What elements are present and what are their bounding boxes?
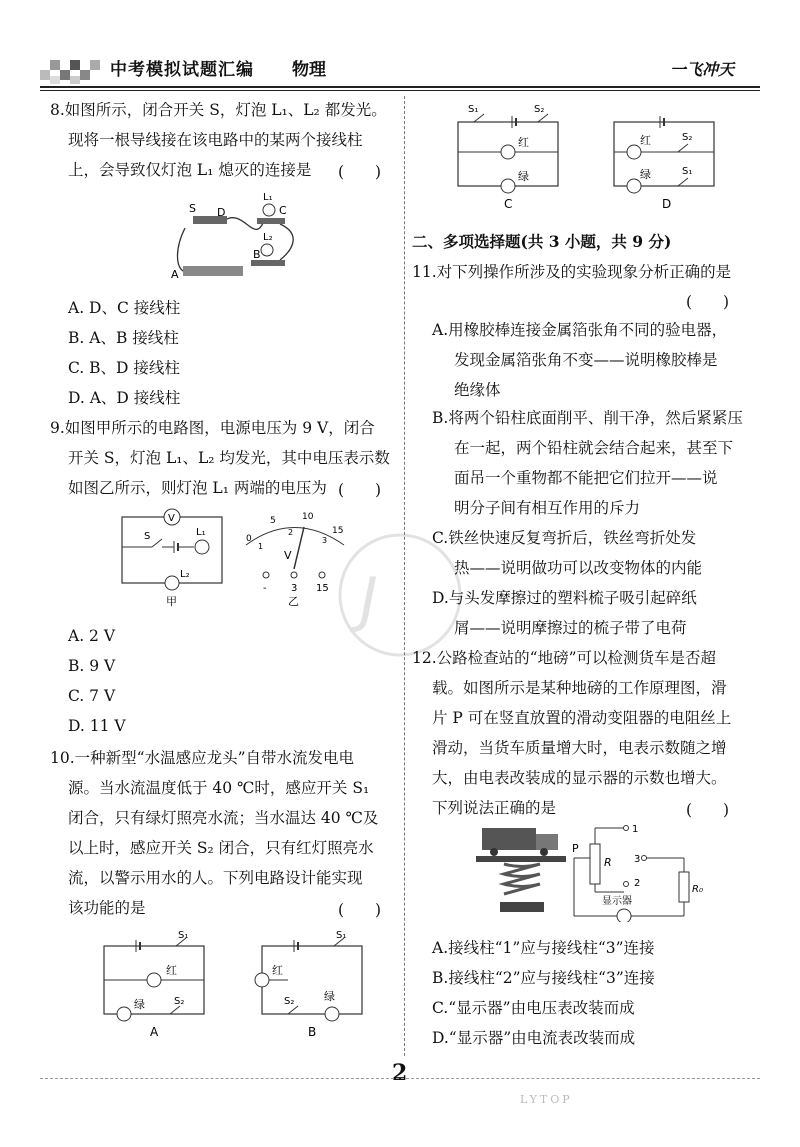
q11-answer-paren: ( ) [686, 293, 730, 311]
svg-text:S₁: S₁ [336, 930, 347, 941]
q9-figure-jia [112, 505, 232, 615]
q8-line-3: 上，会导致仅灯泡 L₁ 熄灭的连接是 [68, 161, 312, 179]
q8-option-a: A. D、C 接线柱 [68, 299, 181, 317]
q10-circuit-d [604, 98, 734, 210]
svg-text:绿: 绿 [324, 990, 335, 1003]
q11-b-4: 明分子间有相互作用的斥力 [454, 499, 641, 517]
svg-text:5: 5 [270, 516, 276, 526]
q10-circuit-a [90, 928, 220, 1038]
svg-text:S₂: S₂ [284, 996, 295, 1007]
q10-answer-paren: ( ) [338, 901, 382, 919]
q8-answer-paren: ( ) [338, 163, 382, 181]
q10-circuit-a-label: A [150, 1025, 159, 1038]
q12-line-1: 12.公路检查站的“地磅”可以检测货车是否超 [412, 649, 716, 667]
q8-label-c: C [279, 204, 287, 217]
q11-d-2: 屑——说明摩擦过的梳子带了电荷 [454, 619, 687, 637]
q12-answer-paren: ( ) [686, 801, 730, 819]
svg-text:1: 1 [632, 824, 639, 835]
svg-text:S₂: S₂ [682, 132, 693, 143]
svg-text:红: 红 [166, 964, 177, 977]
q9-meter-needle [294, 527, 304, 569]
q8-label-b: B [253, 248, 261, 261]
q11-b-3: 面吊一个重物都不能把它们拉开——说 [454, 469, 718, 487]
q10-circuit-b-label: B [308, 1025, 317, 1038]
q9-jia-v: V [168, 513, 175, 524]
q9-jia-l2: L₂ [180, 569, 190, 580]
footer-rule [40, 1078, 760, 1079]
q8-label-l2: L₂ [263, 232, 273, 243]
q12-option-c: C.“显示器”由电压表改装而成 [432, 999, 635, 1017]
q8-label-d: D [217, 206, 226, 219]
svg-text:J: J [360, 565, 378, 635]
q10-line-3: 闭合，只有绿灯照亮水流；当水温达 40 ℃及 [68, 809, 379, 827]
svg-text:3: 3 [634, 854, 641, 865]
q9-jia-caption: 甲 [166, 595, 177, 608]
q10-line-5: 流，以警示用水的人。下列电路设计能实现 [68, 869, 363, 887]
svg-text:红: 红 [518, 136, 529, 149]
q8-label-a: A [171, 268, 179, 281]
q11-a-2: 发现金属箔张角不变——说明橡胶棒是 [454, 351, 718, 369]
q9-figure-yi [236, 505, 356, 615]
footer-watermark: LYTOP [520, 1093, 573, 1106]
q9-option-b: B. 9 V [68, 657, 116, 675]
svg-text:S₁: S₁ [682, 166, 693, 177]
q10-line-1: 10.一种新型“水温感应龙头”自带水流发电电 [50, 749, 354, 767]
q8-circuit-figure [165, 188, 305, 284]
svg-text:绿: 绿 [640, 168, 651, 181]
q12-weighbridge-figure [474, 822, 704, 922]
svg-text:绿: 绿 [518, 170, 529, 183]
q12-option-d: D.“显示器”由电流表改装而成 [432, 1029, 636, 1047]
q9-jia-l1: L₁ [196, 527, 206, 538]
q12-line-3: 片 P 可在竖直放置的滑动变阻器的电阻丝上 [432, 709, 732, 727]
svg-text:R₀: R₀ [692, 884, 703, 895]
q12-option-a: A.接线柱“1”应与接线柱“3”连接 [432, 939, 655, 957]
q12-option-b: B.接线柱“2”应与接线柱“3”连接 [432, 969, 655, 987]
q8-option-d: D. A、D 接线柱 [68, 389, 181, 407]
q8-line-1: 8.如图所示，闭合开关 S，灯泡 L₁、L₂ 都发光。 [50, 101, 387, 119]
svg-text:-: - [263, 583, 267, 594]
q10-circuit-c-label: C [504, 197, 513, 210]
q10-line-4: 以上时，感应开关 S₂ 闭合，只有红灯照亮水 [68, 839, 374, 857]
q12-line-4: 滑动，当货车质量增大时，电表示数随之增 [432, 739, 727, 757]
svg-text:15: 15 [316, 583, 329, 594]
svg-text:15: 15 [332, 526, 344, 536]
q8-option-b: B. A、B 接线柱 [68, 329, 179, 347]
q9-option-d: D. 11 V [68, 717, 126, 735]
q11-d-1: D.与头发摩擦过的塑料梳子吸引起碎纸 [432, 589, 697, 607]
q11-b-2: 在一起，两个铅柱就会结合起来，甚至下 [454, 439, 734, 457]
q9-line-2: 开关 S，灯泡 L₁、L₂ 均发光，其中电压表示数 [68, 449, 390, 467]
q8-option-c: C. B、D 接线柱 [68, 359, 180, 377]
svg-text:10: 10 [302, 512, 314, 522]
q9-jia-s: S [144, 531, 151, 542]
q10-circuit-b [248, 928, 378, 1038]
q8-label-l1: L₁ [263, 192, 273, 203]
q12-line-2: 载。如图所示是某种地磅的工作原理图，滑 [432, 679, 727, 697]
q10-line-2: 源。当水流温度低于 40 ℃时，感应开关 S₁ [68, 779, 370, 797]
q11-b-1: B.将两个铅柱底面削平、削干净，然后紧紧压 [432, 409, 743, 427]
q10-line-6: 该功能的是 [68, 899, 146, 917]
q11-c-1: C.铁丝快速反复弯折后，铁丝弯折处发 [432, 529, 697, 547]
q11-a-3: 绝缘体 [454, 381, 501, 399]
svg-text:0: 0 [246, 534, 252, 544]
q11-a-1: A.用橡胶棒连接金属箔张角不同的验电器， [432, 321, 728, 339]
svg-text:红: 红 [640, 134, 651, 147]
svg-text:V: V [284, 549, 292, 562]
svg-text:2: 2 [288, 528, 294, 537]
q9-option-c: C. 7 V [68, 687, 116, 705]
svg-text:红: 红 [272, 964, 283, 977]
q8-label-s: S [189, 202, 196, 215]
svg-text:S₁: S₁ [178, 930, 189, 941]
svg-text:S₁: S₁ [468, 104, 479, 115]
header-brand: 一飞冲天 [670, 60, 735, 79]
svg-text:R: R [604, 856, 612, 869]
svg-text:乙: 乙 [288, 595, 299, 608]
svg-text:P: P [572, 842, 579, 855]
svg-text:绿: 绿 [134, 998, 145, 1011]
q12-line-5: 大，由电表改装成的显示器的示数也增大。 [432, 769, 727, 787]
section-2-title: 二、多项选择题(共 3 小题，共 9 分) [412, 232, 672, 251]
q8-line-2: 现将一根导线接在该电路中的某两个接线柱 [68, 131, 363, 149]
svg-text:2: 2 [634, 878, 641, 889]
svg-text:1: 1 [258, 542, 264, 551]
header-title: 中考模拟试题汇编 [110, 60, 254, 80]
header-decoration [40, 52, 110, 86]
q12-line-6: 下列说法正确的是 [432, 799, 557, 817]
q11-c-2: 热——说明做功可以改变物体的内能 [454, 559, 703, 577]
q9-option-a: A. 2 V [68, 627, 116, 645]
header-subject: 物理 [292, 60, 326, 80]
svg-text:显示器: 显示器 [602, 896, 632, 907]
svg-text:S₂: S₂ [534, 104, 545, 115]
q9-answer-paren: ( ) [338, 481, 382, 499]
header-rule [40, 86, 760, 91]
svg-text:3: 3 [322, 536, 328, 545]
checker-pattern-icon [40, 52, 110, 86]
q9-line-3: 如图乙所示，则灯泡 L₁ 两端的电压为 [68, 479, 327, 497]
q10-circuit-d-label: D [662, 197, 672, 210]
page-number: 2 [392, 1060, 408, 1086]
q9-line-1: 9.如图甲所示的电路图，电源电压为 9 V，闭合 [50, 419, 375, 437]
q10-circuit-c [448, 98, 578, 210]
svg-text:3: 3 [291, 583, 298, 594]
svg-text:S₂: S₂ [174, 996, 185, 1007]
q11-stem: 11.对下列操作所涉及的实验现象分析正确的是 [412, 263, 732, 281]
